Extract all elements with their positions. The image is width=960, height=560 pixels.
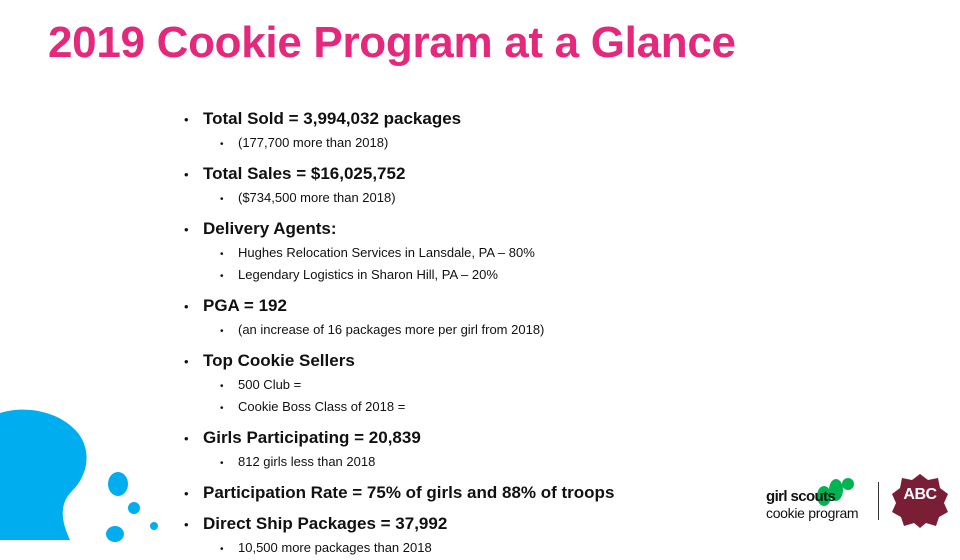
bullet-list <box>184 108 804 560</box>
sub-list-item <box>184 188 804 210</box>
bullet-glyph: • <box>220 271 224 282</box>
list-item-text: PGA = 192 <box>203 296 287 315</box>
bullet-glyph: • <box>220 326 224 337</box>
bullet-glyph: • <box>220 139 224 150</box>
bullet-glyph: • <box>220 381 224 392</box>
bullet-glyph: • <box>184 517 189 532</box>
brand-program: cookie program <box>766 505 859 521</box>
list-item-text: Direct Ship Packages = 37,992 <box>203 514 448 533</box>
sub-list-item-text: 812 girls less than 2018 <box>238 454 376 469</box>
bullet-glyph: • <box>184 431 189 446</box>
bullet-glyph: • <box>220 249 224 260</box>
sub-list-item-text: Hughes Relocation Services in Lansdale, PA – 80% <box>238 245 535 260</box>
list-item-main <box>184 513 804 536</box>
list-item-main <box>184 427 804 450</box>
sub-list-item-text: 10,500 more packages than 2018 <box>238 540 432 555</box>
list-item-main <box>184 482 804 505</box>
list-item <box>184 513 804 560</box>
bullet-glyph: • <box>184 112 189 127</box>
list-item <box>184 218 804 287</box>
sub-list-item <box>184 320 804 342</box>
bullet-glyph: • <box>220 544 224 555</box>
list-item-text: Top Cookie Sellers <box>203 351 355 370</box>
brand-name: girl scouts <box>766 488 836 505</box>
list-item <box>184 350 804 419</box>
sub-list-item <box>184 397 804 419</box>
sub-list-item <box>184 265 804 287</box>
list-item-text: Participation Rate = 75% of girls and 88% of troops <box>203 483 615 502</box>
list-item <box>184 108 804 155</box>
list-item-text: Delivery Agents: <box>203 219 337 238</box>
sub-list-item-text: (an increase of 16 packages more per girl from 2018) <box>238 322 545 337</box>
sub-list-item-text: (177,700 more than 2018) <box>238 135 389 150</box>
list-item-main <box>184 218 804 241</box>
sub-list <box>184 538 804 560</box>
decorative-dot-small <box>148 520 160 532</box>
sub-list <box>184 452 804 474</box>
list-item-text: Total Sales = $16,025,752 <box>203 164 406 183</box>
sub-list-item-text: Cookie Boss Class of 2018 = <box>238 399 406 414</box>
bullet-glyph: • <box>184 486 189 501</box>
sub-list <box>184 320 804 342</box>
bullet-glyph: • <box>220 403 224 414</box>
list-item-text: Girls Participating = 20,839 <box>203 428 421 447</box>
bullet-glyph: • <box>184 222 189 237</box>
bullet-glyph: • <box>184 167 189 182</box>
sub-list-item <box>184 538 804 560</box>
sub-list <box>184 188 804 210</box>
list-item-main <box>184 108 804 131</box>
bullet-glyph: • <box>184 354 189 369</box>
decorative-dot-large <box>106 470 130 498</box>
sub-list-item <box>184 375 804 397</box>
list-item-main <box>184 295 804 318</box>
list-item-main <box>184 163 804 186</box>
decorative-dot-bottom <box>104 520 126 540</box>
sub-list-item-text: Legendary Logistics in Sharon Hill, PA – 20% <box>238 267 498 282</box>
logo-divider <box>878 482 879 520</box>
list-item-main <box>184 350 804 373</box>
list-item-text: Total Sold = 3,994,032 packages <box>203 109 462 128</box>
sub-list-item-text: 500 Club = <box>238 377 302 392</box>
decorative-dot-medium <box>126 500 142 516</box>
bullet-glyph: • <box>220 458 224 469</box>
sub-list-item <box>184 133 804 155</box>
badge-label: ABC <box>903 486 937 503</box>
sub-list <box>184 133 804 155</box>
list-item <box>184 427 804 474</box>
list-item <box>184 295 804 342</box>
list-item <box>184 482 804 505</box>
bullet-glyph: • <box>184 299 189 314</box>
sub-list <box>184 375 804 419</box>
sub-list-item <box>184 452 804 474</box>
slide-title: 2019 Cookie Program at a Glance <box>48 18 736 67</box>
sub-list-item <box>184 243 804 265</box>
bullet-glyph: • <box>220 194 224 205</box>
list-item <box>184 163 804 210</box>
sub-list <box>184 243 804 287</box>
logo-area <box>760 470 950 530</box>
sub-list-item-text: ($734,500 more than 2018) <box>238 190 396 205</box>
